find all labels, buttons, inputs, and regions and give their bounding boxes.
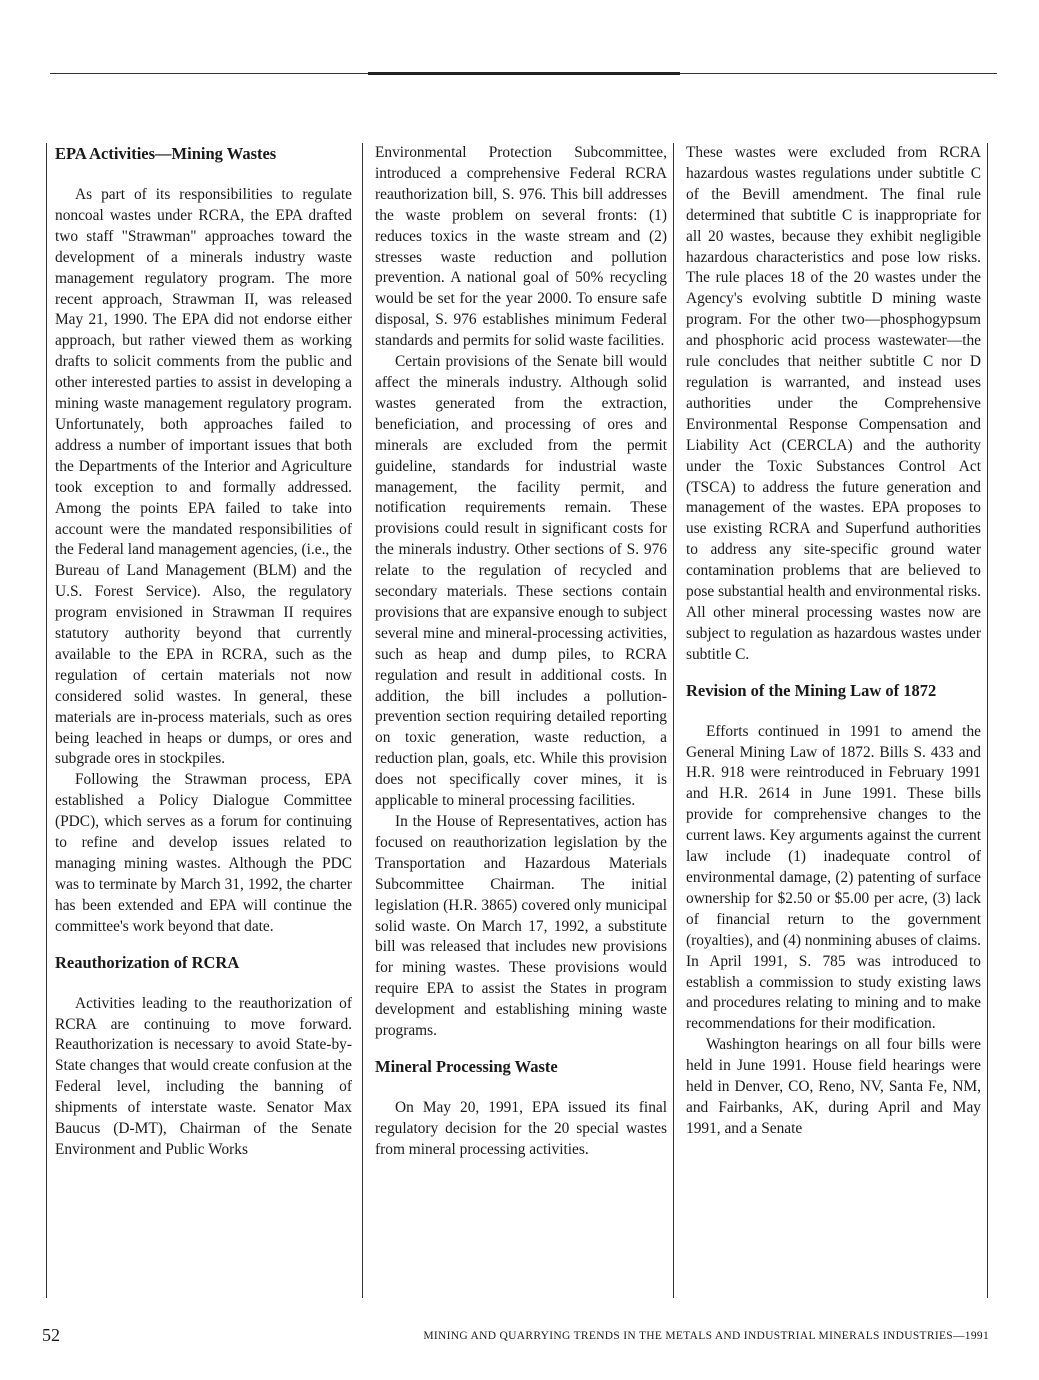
paragraph: Washington hearings on all four bills were held in June 1991. House field hearings were held in Denver, CO, Reno, NV, Santa Fe, NM, and Fairbanks, AK, during April and May 1991, and a Senate [686, 1036, 981, 1137]
paragraph: Efforts continued in 1991 to amend the General Mining Law of 1872. Bills S. 433 and H.R. 918 were reintroduced in February 1991 and H.R. 2614 in June 1991. These bills provide for comprehensive changes to the current laws. Key arguments against the current law include (1) inadequate control of environmental damage, (2) patenting of surface ownership for $2.50 or $5.00 per acre, (3) lack of financial return to the government (royalties), and (4) nonmining abuses of claims. In April 1991, S. 785 was introduced to establish a commission to study existing laws and procedures relating to mining and to make recommendations for their modification. [686, 722, 981, 1033]
paragraph: Following the Strawman process, EPA established a Policy Dialogue Committee (PDC), which serves as a forum for continuing to refine and develop issues related to managing mining wastes. Although the PDC was to terminate by March 31, 1992, the charter has been extended and EPA will continue the committee's work beyond that date. [55, 771, 352, 935]
paragraph: On May 20, 1991, EPA issued its final regulatory decision for the 20 special wastes from mineral processing activities. [375, 1098, 667, 1158]
paragraph: Certain provisions of the Senate bill would affect the minerals industry. Although solid wastes generated from the extraction, beneficiation, and processing of ores and minerals are excluded from the permit guideline, standards for industrial waste management, the facility permit, and notification requirements remain. These provisions could result in significant costs for the minerals industry. Other sections of S. 976 relate to the regulation of recycled and secondary materials. These sections contain provisions that are expansive enough to subject several mine and mineral-processing activities, such as heap and dump piles, to RCRA regulation and result in additional costs. In addition, the bill includes a pollution-prevention section requiring detailed reporting on toxic generation, waste reduction, a reduction plan, goals, etc. While this provision does not specifically cover mines, it is applicable to mineral processing facilities. [375, 353, 667, 810]
paragraph: These wastes were excluded from RCRA hazardous wastes regulations under subtitle C of the Bevill amendment. The final rule determined that subtitle C is inappropriate for all 20 wastes, because they exhibit negligible hazardous characteristics and pose low risks. The rule places 18 of the 20 wastes under the Agency's evolving subtitle D mining waste program. For the other two—phosphogypsum and phosphoric acid process wastewater—the rule concludes that neither subtitle C nor D regulation is warranted, and instead uses authorities under the Comprehensive Environmental Response Compensation and Liability Act (CERCLA) and the authority under the Toxic Substances Control Act (TSCA) to address the future generation and management of the wastes. EPA proposes to use existing RCRA and Superfund authorities to address any site-specific ground water contamination problems that are believed to pose substantial health and environmental risks. All other mineral processing wastes now are subject to regulation as hazardous wastes under subtitle C. [686, 144, 981, 663]
paragraph: As part of its responsibilities to regulate noncoal wastes under RCRA, the EPA drafted two staff "Strawman" approaches toward the development of a minerals industry waste management regulatory program. The more recent approach, Strawman II, was released May 21, 1990. The EPA did not endorse either approach, but rather viewed them as working drafts to solicit comments from the public and other interested parties to assist in developing a mining waste management regulatory program. Unfortunately, both approaches failed to address a number of important issues that both the Departments of the Interior and Agriculture took exception to and formally addressed. Among the points EPA failed to take into account were the mandated responsibilities of the Federal land management agencies, (i.e., the Bureau of Land Management (BLM) and the U.S. Forest Service). Also, the regulatory program envisioned in Strawman II requires statutory authority beyond that currently available to the EPA in RCRA, such as the regulation of certain materials not now considered solid wastes. In general, these materials are in-process materials, such as ores being leached in heaps or dumps, or ores and subgrade ores in stockpiles. [55, 186, 352, 768]
running-footer: MINING AND QUARRYING TRENDS IN THE METALS AND INDUSTRIAL MINERALS INDUSTRIES—1991 [423, 1330, 989, 1342]
section-heading-mineral-processing: Mineral Processing Waste [375, 1056, 558, 1076]
section-heading-reauthorization: Reauthorization of RCRA [55, 952, 240, 972]
column-1 [46, 143, 358, 1298]
column-2 [362, 143, 674, 1298]
paragraph: Environmental Protection Subcommittee, introduced a comprehensive Federal RCRA reauthorization bill, S. 976. This bill addresses the waste problem on several fronts: (1) reduces toxics in the waste stream and (2) stresses waste reduction and pollution prevention. A national goal of 50% recycling would be set for the year 2000. To ensure safe disposal, S. 976 establishes minimum Federal standards and permits for solid waste facilities. [375, 144, 667, 350]
top-rule-accent [368, 72, 680, 75]
section-heading-epa-activities: EPA Activities—Mining Wastes [55, 144, 277, 163]
paragraph: In the House of Representatives, action has focused on reauthorization legislation by the Transportation and Hazardous Materials Subcommittee Chairman. The initial legislation (H.R. 3865) covered only municipal solid waste. On March 17, 1992, a substitute bill was released that includes new provisions for mining wastes. These provisions would require EPA to assist the States in program development and establishing mining waste programs. [375, 813, 667, 1040]
column-3 [676, 143, 988, 1298]
page-number: 52 [42, 1325, 60, 1345]
section-heading-mining-law: Revision of the Mining Law of 1872 [686, 680, 937, 700]
paragraph: Activities leading to the reauthorization of RCRA are continuing to move forward. Reauthorization is necessary to avoid State-by-State changes that would create confusion at the Federal level, including the banning of shipments of interstate waste. Senator Max Baucus (D-MT), Chairman of the Senate Environment and Public Works [55, 994, 352, 1158]
